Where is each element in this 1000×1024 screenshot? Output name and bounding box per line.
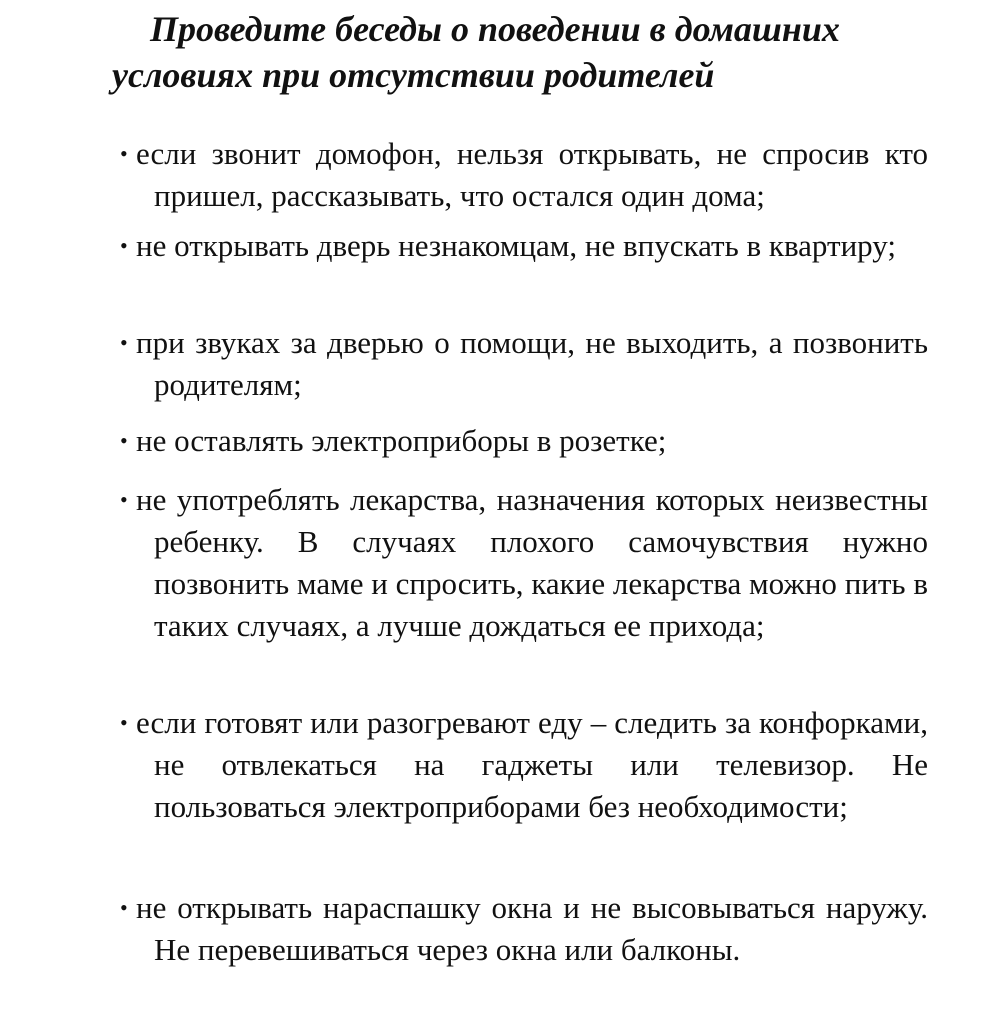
list-item-text: если готовят или разогревают еду – следить за конфорками, не отвлекаться на гаджеты или телевизор. Не пользоваться электроприборами без необходимости; <box>136 705 928 824</box>
list-item <box>120 322 928 406</box>
title-line-2: условиях при отсутствии родителей <box>112 55 715 95</box>
bullet-marker: • <box>120 710 128 735</box>
list-item <box>120 225 928 267</box>
bullet-marker: • <box>120 330 128 355</box>
bullet-marker: • <box>120 487 128 512</box>
bullet-marker: • <box>120 233 128 258</box>
bullet-marker: • <box>120 895 128 920</box>
list-item-text: при звуках за дверью о помощи, не выходить, а позвонить родителям; <box>136 325 928 402</box>
list-item-text: не оставлять электроприборы в розетке; <box>136 423 667 458</box>
list-item <box>120 133 928 217</box>
bullet-marker: • <box>120 141 128 166</box>
list-item <box>120 702 928 828</box>
list-item <box>120 479 928 647</box>
list-item-text: не употреблять лекарства, назначения которых неизвестны ребенку. В случаях плохого самочувствия нужно позвонить маме и спросить, какие лекарства можно пить в таких случаях, а лучше дождаться ее прихода; <box>136 482 928 643</box>
list-item-text: не открывать дверь незнакомцам, не впускать в квартиру; <box>136 228 896 263</box>
bullet-marker: • <box>120 428 128 453</box>
title-line-1: Проведите беседы о поведении в домашних <box>150 9 840 49</box>
list-item <box>120 420 928 462</box>
document-title <box>112 6 932 98</box>
list-item-text: если звонит домофон, нельзя открывать, не спросив кто пришел, рассказывать, что остался один дома; <box>136 136 928 213</box>
list-item <box>120 887 928 971</box>
list-item-text: не открывать нараспашку окна и не высовываться наружу. Не перевешиваться через окна или балконы. <box>136 890 928 967</box>
